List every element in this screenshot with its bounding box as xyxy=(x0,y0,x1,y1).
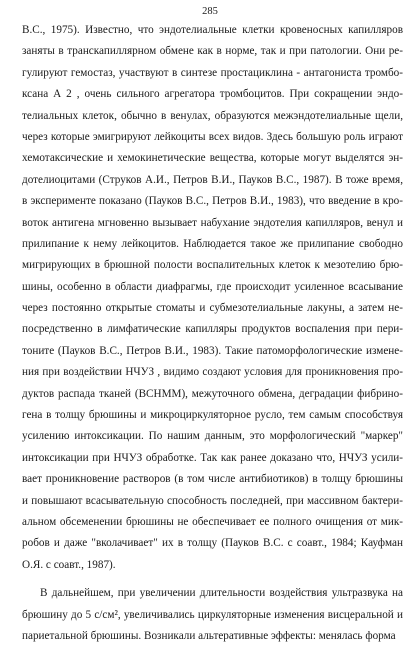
text-line: дуктов распада тканей (ВСНММ), межуточного обмена, деградации фибрино- xyxy=(22,387,403,400)
text-line: О.Я. с соавт., 1987). xyxy=(22,558,116,571)
text-line: ния при воздействии НЧУЗ , видимо создают условия для проникновения про- xyxy=(22,366,403,379)
text-line: В.С., 1975). Известно, что эндотелиальные клетки кровеносных капилляров xyxy=(22,24,403,36)
text-line: через которые эмигрируют лейкоциты всех видов. Здесь большую роль играют xyxy=(22,130,403,143)
text-line: и повышают всасывательную способность последней, при массивном бактери- xyxy=(22,494,403,507)
paragraph-2 xyxy=(22,583,403,647)
text-line: шины, особенно в области диафрагмы, где происходит усиленное всасывание xyxy=(22,280,403,293)
text-line: брюшину до 5 с/см², увеличивались циркуляторные изменения висцеральной и xyxy=(22,608,403,621)
page-number: 285 xyxy=(202,6,218,17)
text-line: прилипание к нему лейкоцитов. Наблюдается такое же прилипание свободно xyxy=(22,237,403,250)
text-line: мигрирующих в брюшной полости воспалительных клеток к мезотелию брю- xyxy=(22,259,403,272)
text-line: интоксикации при НЧУЗ обработке. Так как ранее доказано что, НЧУЗ усили- xyxy=(22,451,403,464)
text-line: дотелиоцитами (Струков А.И., Петров В.И., Пауков В.С., 1987). В тоже время, xyxy=(22,173,403,186)
body-text xyxy=(22,20,403,647)
text-line: париетальной брюшины. Возникали альтеративные эффекты: менялась форма xyxy=(22,629,396,642)
text-line: через постоянно открытые стоматы и субмезотелиальные лакуны, а затем не- xyxy=(22,302,403,315)
text-line: гена в толщу брюшины и микроциркуляторное русло, тем самым способствуя xyxy=(22,409,403,422)
text-line: В дальнейшем, при увеличении длительности воздействия ультразвука на xyxy=(40,587,403,600)
text-line: хемотаксические и хемокинетические вещества, которые могут выделятся эн- xyxy=(22,152,403,165)
text-line: гулируют гемостаз, участвуют в синтезе простациклина - антагониста тромбо- xyxy=(22,66,403,79)
text-line: робов и даже "вколачивает" их в толщу (Пауков В.С. с соавт., 1984; Кауфман xyxy=(22,537,403,550)
text-line: усилению интоксикации. По нашим данным, это морфологический "маркер" xyxy=(22,430,403,443)
paragraph-1 xyxy=(22,20,403,576)
text-line: заняты в транскапиллярном обмене как в норме, так и при патологии. Они ре- xyxy=(22,45,403,58)
text-line: посредственно в лимфатические капилляры продуктов воспаления при пери- xyxy=(22,323,403,336)
text-line: ксана А 2 , очень сильного агрегатора тромбоцитов. При сокращении эндо- xyxy=(22,88,403,101)
text-line: вает проникновение растворов (в том числе антибиотиков) в толщу брюшины xyxy=(22,473,403,486)
paragraph-gap xyxy=(22,576,403,583)
text-line: телиальных клеток, обычно в венулах, образуются межэндотелиальные щели, xyxy=(22,109,403,122)
text-line: в эксперименте показано (Пауков В.С., Петров В.И., 1983), что введение в кро- xyxy=(22,195,403,208)
text-line: тоните (Пауков В.С., Петров В.И., 1983). Такие патоморфологические измене- xyxy=(22,344,403,357)
text-line: воток антигена мгновенно вызывает набухание эндотелия капилляров, венул и xyxy=(22,216,403,229)
text-line: альном обсеменении брюшины не обеспечивает ее полного очищения от мик- xyxy=(22,515,403,528)
